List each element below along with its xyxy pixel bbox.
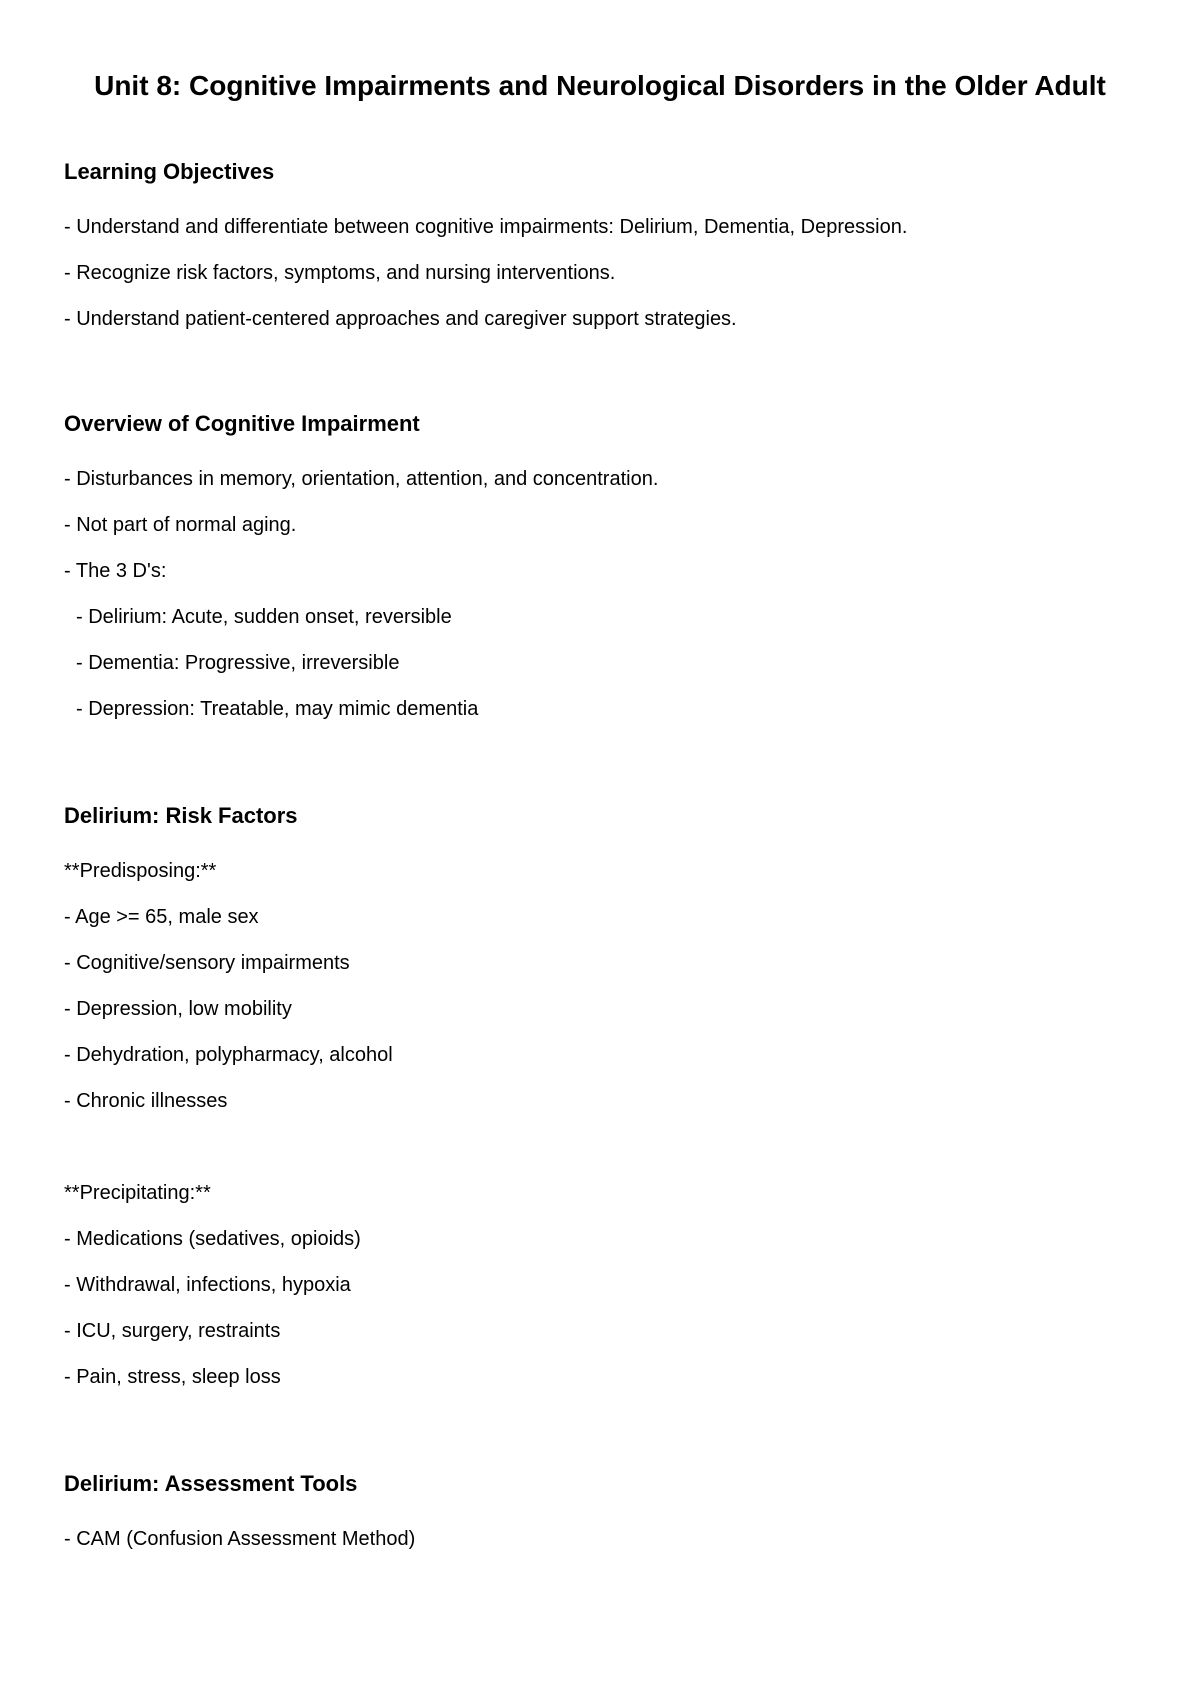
spacer	[64, 1124, 1136, 1170]
section-learning-objectives	[64, 156, 1136, 342]
sub-list-item: - Dementia: Progressive, irreversible	[76, 652, 400, 674]
sub-list-item: - Delirium: Acute, sudden onset, reversible	[76, 606, 452, 628]
list-item: - The 3 D's:	[64, 560, 167, 582]
list-item: - ICU, surgery, restraints	[64, 1320, 281, 1342]
section-heading: Delirium: Risk Factors	[64, 803, 298, 828]
list-item: - Understand patient-centered approaches and caregiver support strategies.	[64, 308, 737, 330]
list-item: - CAM (Confusion Assessment Method)	[64, 1528, 416, 1550]
list-item: - Recognize risk factors, symptoms, and nursing interventions.	[64, 262, 616, 284]
list-item: - Cognitive/sensory impairments	[64, 952, 350, 974]
list-item: - Withdrawal, infections, hypoxia	[64, 1274, 351, 1296]
section-heading: Learning Objectives	[64, 159, 275, 184]
list-item: - Understand and differentiate between cognitive impairments: Delirium, Dementia, Depression.	[64, 216, 908, 238]
predisposing-label: **Predisposing:**	[64, 860, 217, 882]
list-item: - Disturbances in memory, orientation, attention, and concentration.	[64, 468, 659, 490]
list-item: - Dehydration, polypharmacy, alcohol	[64, 1044, 393, 1066]
list-item: - Medications (sedatives, opioids)	[64, 1228, 361, 1250]
section-overview	[64, 408, 1136, 732]
list-item: - Not part of normal aging.	[64, 514, 297, 536]
list-item: - Pain, stress, sleep loss	[64, 1366, 281, 1388]
page-title: Unit 8: Cognitive Impairments and Neurological Disorders in the Older Adult	[94, 70, 1106, 101]
section-risk-factors	[64, 800, 1136, 1400]
section-assessment-tools	[64, 1468, 1136, 1562]
section-heading: Overview of Cognitive Impairment	[64, 411, 420, 436]
list-item: - Age >= 65, male sex	[64, 906, 259, 928]
sub-list-item: - Depression: Treatable, may mimic dementia	[76, 698, 479, 720]
precipitating-label: **Precipitating:**	[64, 1182, 211, 1204]
list-item: - Depression, low mobility	[64, 998, 292, 1020]
section-heading: Delirium: Assessment Tools	[64, 1471, 358, 1496]
list-item: - Chronic illnesses	[64, 1090, 228, 1112]
